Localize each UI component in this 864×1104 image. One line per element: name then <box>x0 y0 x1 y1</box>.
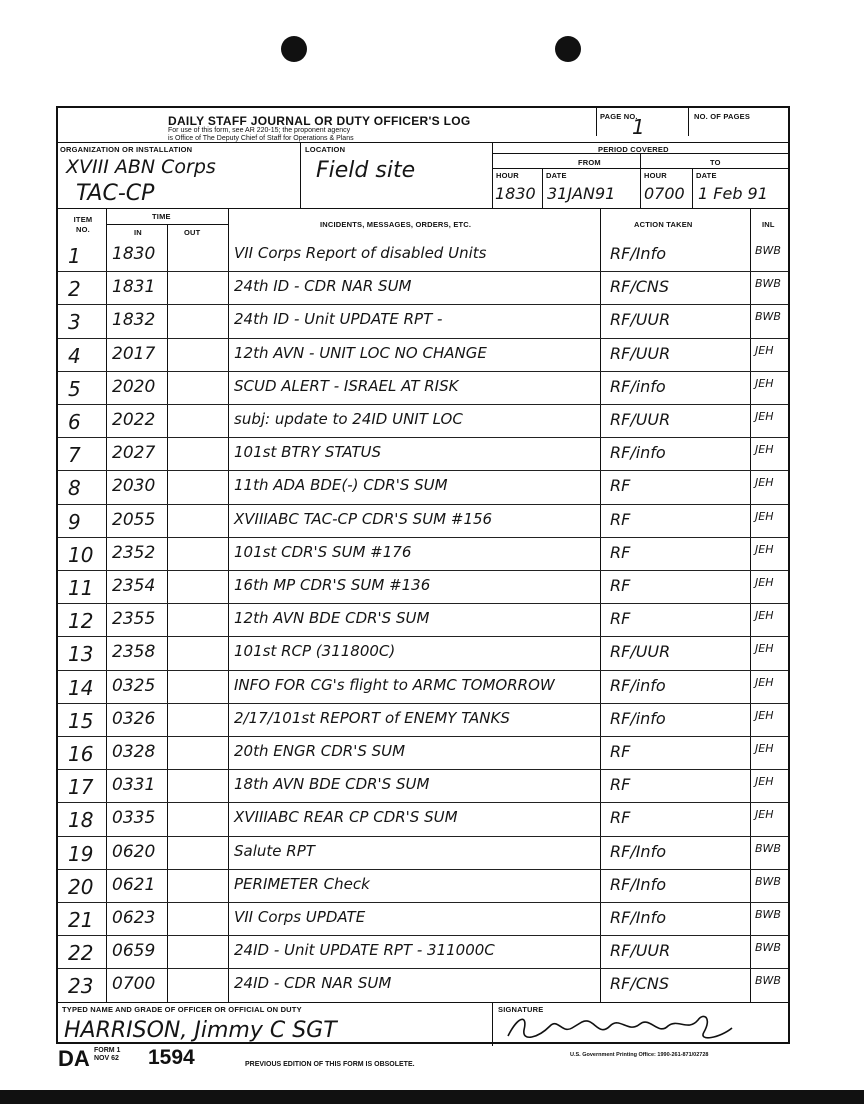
entry-incident: 24th ID - Unit UPDATE RPT - <box>234 310 443 329</box>
row-divider <box>58 603 788 604</box>
entry-incident: VII Corps UPDATE <box>234 908 366 926</box>
entry-item-no: 12 <box>68 609 94 634</box>
entry-incident: 18th AVN BDE CDR'S SUM <box>234 775 430 794</box>
row-divider <box>58 504 788 505</box>
subtitle-line-2: is Office of The Deputy Chief of Staff for Operations & Plans <box>168 135 354 142</box>
row-divider <box>58 304 788 305</box>
form-subtitle <box>168 127 508 143</box>
entry-time-in: 1831 <box>112 277 156 298</box>
entry-action: RF/UUR <box>610 343 671 363</box>
typed-name-value: HARRISON, Jimmy C SGT <box>64 1018 337 1043</box>
period-covered-label: PERIOD COVERED <box>598 145 669 154</box>
form-id-small: FORM 1 NOV 62 <box>94 1047 121 1062</box>
to-hour-value: 0700 <box>644 184 685 203</box>
entry-incident: Salute RPT <box>234 841 315 860</box>
row-divider <box>58 537 788 538</box>
org-line-1: XVIII ABN Corps <box>66 156 216 178</box>
page-no-label: PAGE NO. <box>600 112 638 121</box>
entry-time-in: 1832 <box>112 310 156 331</box>
row-divider <box>58 670 788 671</box>
staff-journal-form <box>56 106 790 1044</box>
entry-item-no: 10 <box>68 542 94 567</box>
location-label: LOCATION <box>305 145 346 154</box>
entry-action: RF <box>610 775 631 795</box>
entry-initials: JEH <box>755 708 774 722</box>
row-divider <box>58 437 788 438</box>
entry-time-in: 0623 <box>112 908 156 928</box>
entry-action: RF/Info <box>610 841 666 861</box>
entry-action: RF/info <box>610 675 666 695</box>
entry-incident: subj: update to 24ID UNIT LOC <box>234 410 463 428</box>
entry-item-no: 18 <box>68 808 94 833</box>
entry-time-in: 0325 <box>112 675 156 696</box>
printing-office-note: U.S. Government Printing Office: 1990-261-871/02728 <box>570 1052 709 1058</box>
entry-item-no: 13 <box>68 642 94 667</box>
row-divider <box>58 703 788 704</box>
entry-incident: SCUD ALERT - ISRAEL AT RISK <box>234 376 459 395</box>
entry-action: RF/Info <box>610 908 666 927</box>
entry-time-in: 0621 <box>112 874 156 895</box>
from-date-label: DATE <box>546 171 567 180</box>
entry-item-no: 5 <box>68 376 81 401</box>
entry-action: RF/info <box>610 376 666 396</box>
signature-label: SIGNATURE <box>498 1005 544 1014</box>
entry-incident: 24ID - CDR NAR SUM <box>234 974 392 993</box>
entry-item-no: 21 <box>68 908 94 932</box>
time-out-header: OUT <box>184 228 201 237</box>
entry-time-in: 0326 <box>112 708 156 729</box>
entry-time-in: 0331 <box>112 775 156 796</box>
previous-edition-note: PREVIOUS EDITION OF THIS FORM IS OBSOLETE. <box>245 1061 415 1068</box>
entry-action: RF/CNS <box>610 974 670 994</box>
entry-time-in: 2354 <box>112 576 156 596</box>
entry-action: RF <box>610 509 631 529</box>
entry-action: RF <box>610 742 631 761</box>
row-divider <box>58 470 788 471</box>
entry-initials: JEH <box>755 576 774 589</box>
subtitle-line-1: For use of this form, see AR 220-15; the proponent agency <box>168 127 351 134</box>
entry-time-in: 2017 <box>112 343 156 364</box>
entry-time-in: 2352 <box>112 542 156 563</box>
inl-header: INL <box>762 220 775 229</box>
entry-action: RF/UUR <box>610 642 671 662</box>
row-divider <box>58 769 788 770</box>
row-divider <box>58 404 788 405</box>
time-header: TIME <box>152 212 171 221</box>
entry-time-in: 2022 <box>112 410 156 430</box>
entry-item-no: 2 <box>68 277 81 302</box>
row-divider <box>58 902 788 903</box>
to-date-value: 1 Feb 91 <box>698 184 768 203</box>
entry-item-no: 15 <box>68 708 94 733</box>
row-divider <box>58 935 788 936</box>
entry-initials: BWB <box>755 941 781 955</box>
entry-incident: 101st BTRY STATUS <box>234 443 382 462</box>
entry-initials: BWB <box>755 841 781 855</box>
entry-initials: BWB <box>755 277 781 291</box>
entry-initials: JEH <box>755 808 774 822</box>
form-title: DAILY STAFF JOURNAL OR DUTY OFFICER'S LOG <box>168 114 471 128</box>
row-divider <box>58 968 788 969</box>
entry-incident: 12th AVN - UNIT LOC NO CHANGE <box>234 343 487 362</box>
form-id-da: DA <box>58 1046 90 1071</box>
entry-item-no: 4 <box>68 343 81 368</box>
entry-incident: 101st RCP (311800C) <box>234 642 396 661</box>
no-of-pages-label: NO. OF PAGES <box>694 112 751 121</box>
page-no-value: 1 <box>632 115 645 139</box>
entry-time-in: 2020 <box>112 376 156 397</box>
entry-initials: JEH <box>755 775 774 789</box>
scan-border <box>0 1090 864 1104</box>
entry-time-in: 1830 <box>112 244 156 264</box>
row-divider <box>58 836 788 837</box>
entry-item-no: 7 <box>68 443 81 468</box>
entry-item-no: 16 <box>68 742 94 766</box>
row-divider <box>58 869 788 870</box>
entry-action: RF/UUR <box>610 410 671 429</box>
entry-initials: JEH <box>755 642 774 656</box>
entry-time-in: 0700 <box>112 974 156 995</box>
entry-initials: BWB <box>755 244 781 257</box>
entry-initials: JEH <box>755 343 774 357</box>
entry-item-no: 22 <box>68 941 94 966</box>
entry-incident: INFO FOR CG's flight to ARMC TOMORROW <box>234 675 555 694</box>
entry-action: RF <box>610 609 631 629</box>
from-label: FROM <box>578 158 601 167</box>
entry-item-no: 20 <box>68 874 94 899</box>
row-divider <box>58 802 788 803</box>
entry-incident: PERIMETER Check <box>234 874 370 893</box>
entry-action: RF <box>610 576 631 595</box>
entry-incident: 16th MP CDR'S SUM #136 <box>234 576 431 594</box>
entry-time-in: 2358 <box>112 642 156 663</box>
from-hour-label: HOUR <box>496 171 519 180</box>
entry-initials: JEH <box>755 476 774 490</box>
entry-initials: BWB <box>755 310 781 324</box>
row-divider <box>58 736 788 737</box>
entry-initials: JEH <box>755 376 774 390</box>
entry-initials: JEH <box>755 443 774 457</box>
from-hour-value: 1830 <box>495 184 536 203</box>
entry-initials: BWB <box>755 974 781 988</box>
entry-item-no: 9 <box>68 509 81 534</box>
row-divider <box>58 338 788 339</box>
entry-time-in: 2027 <box>112 443 156 464</box>
to-label: TO <box>710 158 721 167</box>
row-divider <box>58 271 788 272</box>
entry-action: RF/Info <box>610 874 666 894</box>
entry-action: RF <box>610 476 631 496</box>
entry-item-no: 3 <box>68 310 81 335</box>
entry-item-no: 19 <box>68 841 94 866</box>
entry-incident: 2/17/101st REPORT of ENEMY TANKS <box>234 708 510 727</box>
entry-item-no: 1 <box>68 244 81 268</box>
entry-initials: BWB <box>755 908 781 921</box>
entry-incident: 24th ID - CDR NAR SUM <box>234 277 412 296</box>
entry-incident: 101st CDR'S SUM #176 <box>234 542 412 561</box>
entry-initials: JEH <box>755 675 774 689</box>
signature <box>498 1008 738 1044</box>
entry-initials: JEH <box>755 509 774 523</box>
entry-time-in: 2030 <box>112 476 156 497</box>
to-date-label: DATE <box>696 171 717 180</box>
entry-action: RF/UUR <box>610 941 671 961</box>
entry-initials: JEH <box>755 410 774 423</box>
entry-item-no: 23 <box>68 974 94 999</box>
entry-incident: 12th AVN BDE CDR'S SUM <box>234 609 430 628</box>
entry-initials: JEH <box>755 609 774 623</box>
entry-item-no: 6 <box>68 410 81 434</box>
incidents-header: INCIDENTS, MESSAGES, ORDERS, ETC. <box>320 220 472 229</box>
action-taken-header: ACTION TAKEN <box>634 220 693 229</box>
entry-action: RF <box>610 808 631 828</box>
entry-initials: JEH <box>755 742 774 755</box>
entry-action: RF/CNS <box>610 277 670 297</box>
entry-incident: VII Corps Report of disabled Units <box>234 244 487 262</box>
typed-name-label: TYPED NAME AND GRADE OF OFFICER OR OFFICIAL ON DUTY <box>62 1005 302 1014</box>
to-hour-label: HOUR <box>644 171 667 180</box>
location-value: Field site <box>316 158 416 183</box>
punch-hole-right <box>555 36 581 62</box>
org-line-2: TAC-CP <box>76 181 155 206</box>
entry-initials: BWB <box>755 874 781 888</box>
entry-initials: JEH <box>755 542 774 556</box>
entry-time-in: 0659 <box>112 941 156 962</box>
row-divider <box>58 371 788 372</box>
row-divider <box>58 636 788 637</box>
entry-time-in: 2055 <box>112 509 156 530</box>
entry-time-in: 2355 <box>112 609 156 630</box>
time-in-header: IN <box>134 228 142 237</box>
entry-incident: XVIIIABC REAR CP CDR'S SUM <box>234 808 458 827</box>
entry-incident: 20th ENGR CDR'S SUM <box>234 742 406 760</box>
entry-item-no: 8 <box>68 476 81 501</box>
from-date-value: 31JAN91 <box>547 184 616 203</box>
entry-time-in: 0335 <box>112 808 156 829</box>
entry-action: RF/UUR <box>610 310 671 330</box>
entry-item-no: 11 <box>68 576 94 600</box>
form-id-number: 1594 <box>148 1046 195 1069</box>
entry-time-in: 0328 <box>112 742 156 762</box>
entry-time-in: 0620 <box>112 841 156 862</box>
entry-action: RF/info <box>610 708 666 728</box>
row-divider <box>58 570 788 571</box>
entry-item-no: 17 <box>68 775 94 800</box>
item-no-header: ITEM NO. <box>73 215 93 234</box>
entry-incident: 24ID - Unit UPDATE RPT - 311000C <box>234 941 495 960</box>
entry-action: RF <box>610 542 631 562</box>
entry-action: RF/info <box>610 443 666 463</box>
org-label: ORGANIZATION OR INSTALLATION <box>60 145 193 154</box>
entry-action: RF/Info <box>610 244 666 263</box>
entry-item-no: 14 <box>68 675 94 700</box>
entry-incident: XVIIIABC TAC-CP CDR'S SUM #156 <box>234 509 493 528</box>
entry-incident: 11th ADA BDE(-) CDR'S SUM <box>234 476 448 495</box>
punch-hole-left <box>281 36 307 62</box>
